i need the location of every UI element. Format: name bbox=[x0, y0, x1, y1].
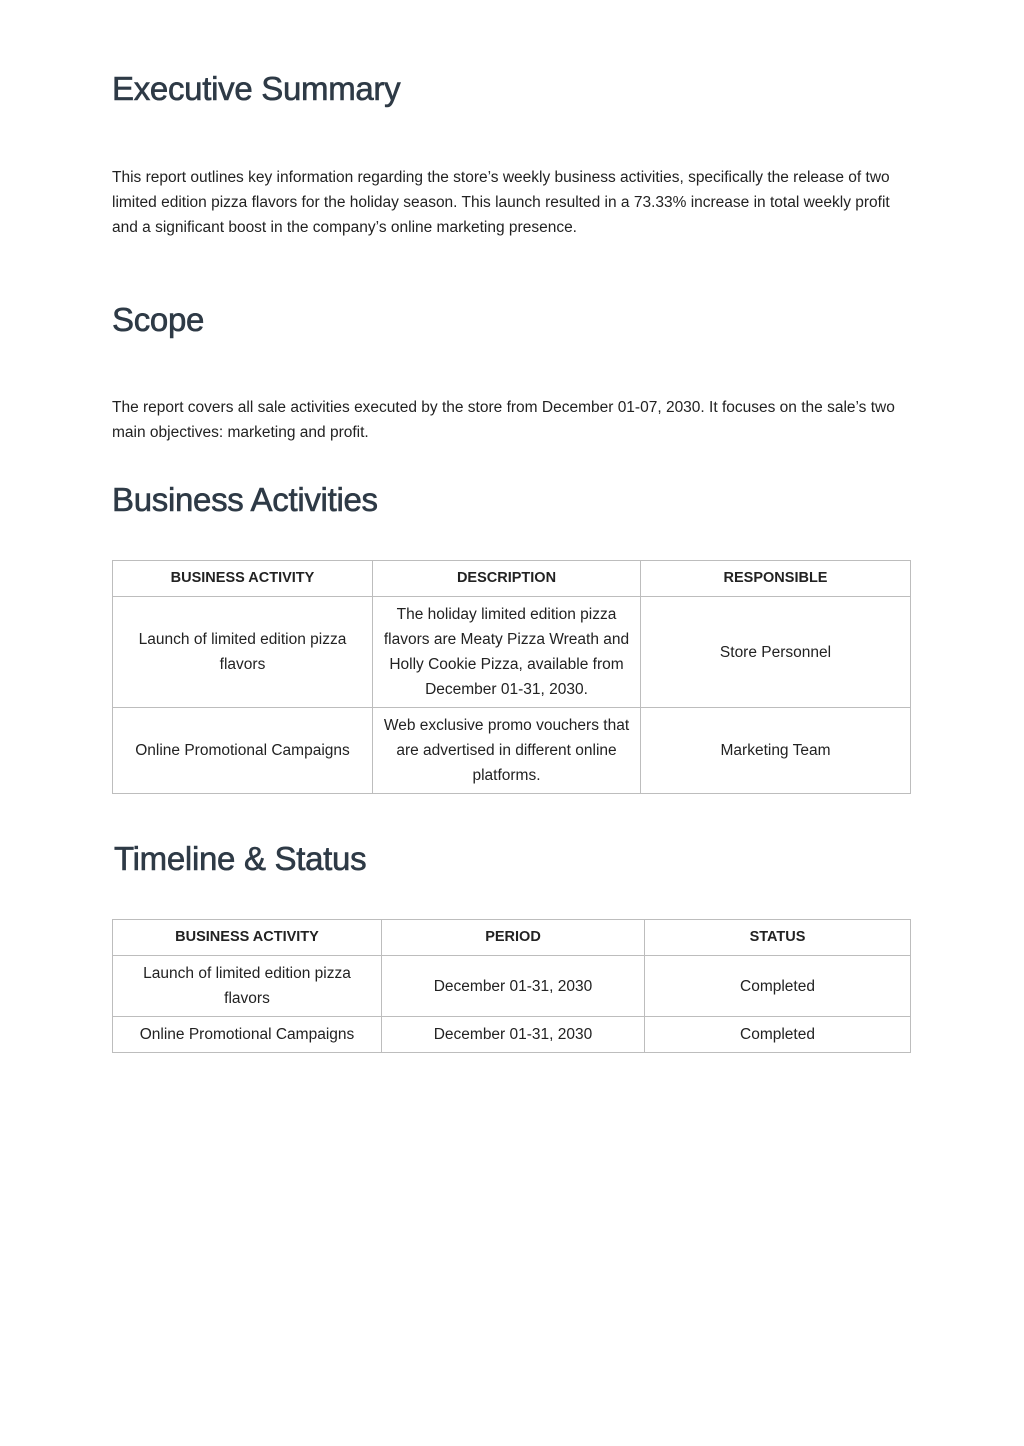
column-header-status: STATUS bbox=[645, 920, 911, 956]
cell-activity: Launch of limited edition pizza flavors bbox=[113, 597, 373, 708]
cell-activity: Online Promotional Campaigns bbox=[113, 1017, 382, 1053]
business-activities-heading: Business Activities bbox=[112, 481, 378, 518]
cell-period: December 01-31, 2030 bbox=[382, 956, 645, 1017]
cell-status: Completed bbox=[645, 956, 911, 1017]
column-header-responsible: RESPONSIBLE bbox=[641, 561, 911, 597]
table-header-row bbox=[113, 561, 911, 597]
scope-body: The report covers all sale activities executed by the store from December 01-07, 2030. It focuses on the sale’s two main objectives: marketing and profit. bbox=[112, 399, 895, 441]
cell-activity: Launch of limited edition pizza flavors bbox=[113, 956, 382, 1017]
table-row bbox=[113, 956, 911, 1017]
table-row bbox=[113, 708, 911, 794]
business-activities-table bbox=[112, 560, 911, 794]
executive-summary-body: This report outlines key information regarding the store’s weekly business activities, specifically the release of two limited edition pizza flavors for the holiday season. This launch resulted in a 73.33% increase in total weekly profit and a significant boost in the company’s online marketing presence. bbox=[112, 169, 890, 236]
cell-description: Web exclusive promo vouchers that are advertised in different online platforms. bbox=[373, 708, 641, 794]
executive-summary-heading: Executive Summary bbox=[112, 70, 401, 107]
table-header-row bbox=[113, 920, 911, 956]
cell-activity: Online Promotional Campaigns bbox=[113, 708, 373, 794]
cell-status: Completed bbox=[645, 1017, 911, 1053]
column-header-business-activity: BUSINESS ACTIVITY bbox=[113, 920, 382, 956]
scope-heading: Scope bbox=[112, 301, 205, 338]
cell-period: December 01-31, 2030 bbox=[382, 1017, 645, 1053]
cell-responsible: Store Personnel bbox=[641, 597, 911, 708]
column-header-description: DESCRIPTION bbox=[373, 561, 641, 597]
cell-responsible: Marketing Team bbox=[641, 708, 911, 794]
cell-description: The holiday limited edition pizza flavors are Meaty Pizza Wreath and Holly Cookie Pizza, available from December 01-31, 2030. bbox=[373, 597, 641, 708]
timeline-status-heading: Timeline & Status bbox=[114, 840, 367, 877]
table-row bbox=[113, 1017, 911, 1053]
timeline-status-table bbox=[112, 919, 911, 1053]
column-header-period: PERIOD bbox=[382, 920, 645, 956]
column-header-business-activity: BUSINESS ACTIVITY bbox=[113, 561, 373, 597]
table-row bbox=[113, 597, 911, 708]
